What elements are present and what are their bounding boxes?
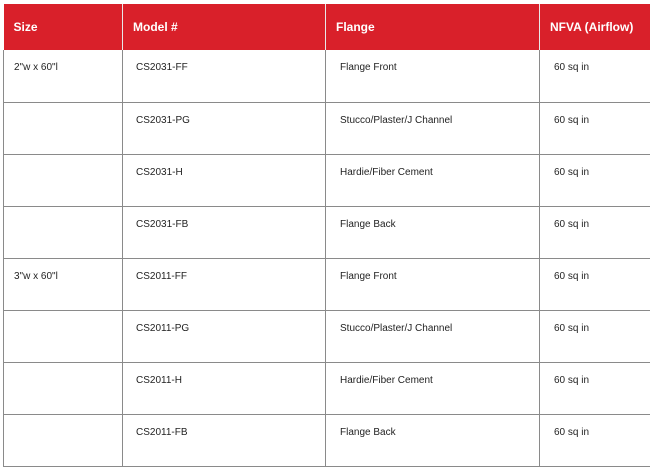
- header-model: Model #: [123, 4, 326, 50]
- cell-flange: Hardie/Fiber Cement: [326, 154, 540, 206]
- table-row: [4, 154, 650, 206]
- header-flange: Flange: [326, 4, 540, 50]
- cell-model: CS2011-FF: [123, 258, 326, 310]
- table-row: [4, 206, 650, 258]
- cell-flange: Flange Back: [326, 206, 540, 258]
- cell-nfva: 60 sq in: [540, 362, 650, 414]
- cell-nfva: 60 sq in: [540, 310, 650, 362]
- cell-flange: Hardie/Fiber Cement: [326, 362, 540, 414]
- cell-flange: Flange Front: [326, 50, 540, 102]
- cell-size: [4, 310, 123, 362]
- cell-nfva: 60 sq in: [540, 206, 650, 258]
- cell-model: CS2031-PG: [123, 102, 326, 154]
- cell-model: CS2011-H: [123, 362, 326, 414]
- cell-nfva: 60 sq in: [540, 154, 650, 206]
- table-row: [4, 50, 650, 102]
- cell-model: CS2031-FB: [123, 206, 326, 258]
- cell-flange: Flange Front: [326, 258, 540, 310]
- cell-model: CS2031-H: [123, 154, 326, 206]
- cell-nfva: 60 sq in: [540, 258, 650, 310]
- cell-flange: Stucco/Plaster/J Channel: [326, 102, 540, 154]
- cell-size: [4, 206, 123, 258]
- table-row: [4, 102, 650, 154]
- cell-size: 2"w x 60"l: [4, 50, 123, 102]
- cell-model: CS2011-FB: [123, 414, 326, 466]
- table-row: [4, 258, 650, 310]
- cell-flange: Stucco/Plaster/J Channel: [326, 310, 540, 362]
- spec-table: [3, 4, 650, 467]
- cell-nfva: 60 sq in: [540, 102, 650, 154]
- cell-size: 3"w x 60"l: [4, 258, 123, 310]
- cell-nfva: 60 sq in: [540, 414, 650, 466]
- cell-size: [4, 154, 123, 206]
- table-header: [4, 4, 650, 50]
- cell-model: CS2011-PG: [123, 310, 326, 362]
- header-nfva: NFVA (Airflow): [540, 4, 650, 50]
- cell-size: [4, 414, 123, 466]
- table-row: [4, 362, 650, 414]
- cell-flange: Flange Back: [326, 414, 540, 466]
- table-body: [4, 50, 650, 466]
- cell-size: [4, 362, 123, 414]
- cell-nfva: 60 sq in: [540, 50, 650, 102]
- cell-size: [4, 102, 123, 154]
- table-row: [4, 414, 650, 466]
- header-size: Size: [13, 20, 38, 34]
- header-row: [4, 4, 650, 50]
- table-row: [4, 310, 650, 362]
- cell-model: CS2031-FF: [123, 50, 326, 102]
- spec-table-container: [3, 4, 649, 470]
